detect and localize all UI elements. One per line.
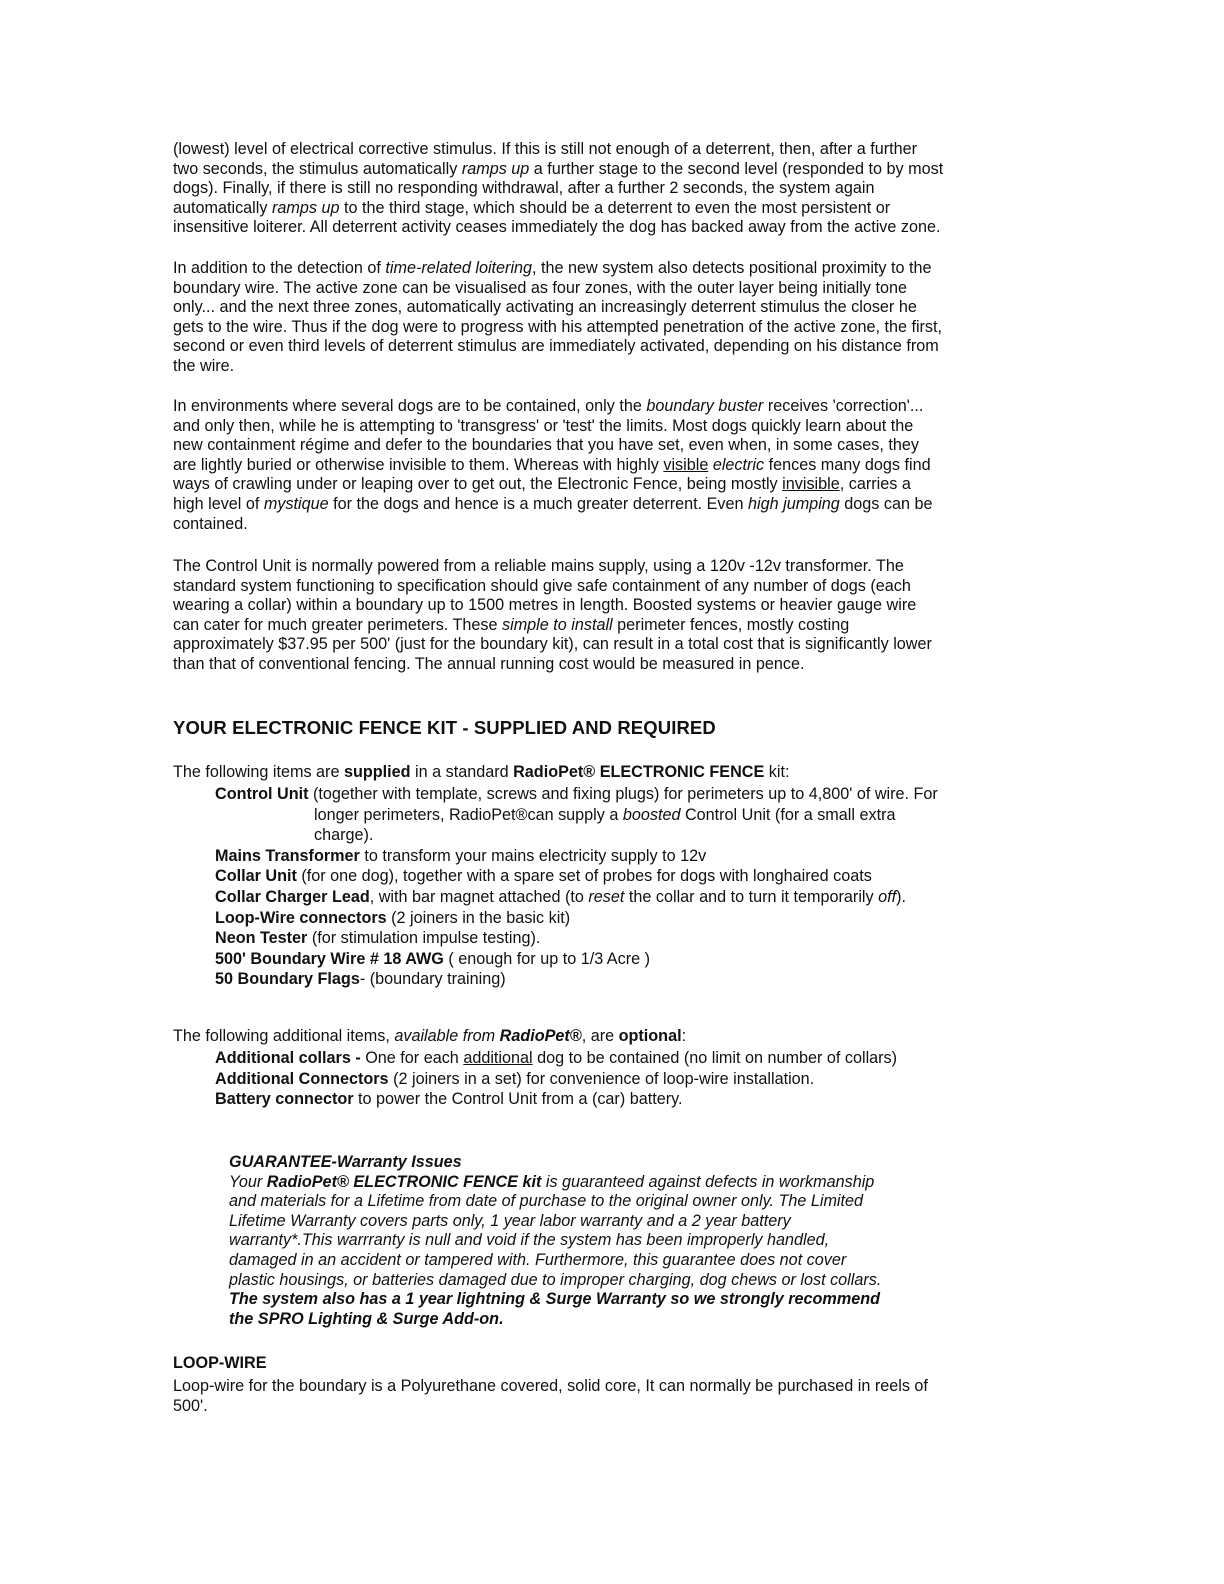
list-item	[215, 908, 938, 929]
list-item	[215, 866, 938, 887]
text-line: the wire.	[173, 356, 235, 375]
guarantee-block	[229, 1153, 989, 1329]
loop-wire-text	[173, 1377, 928, 1416]
text-line: automatically ramps up to the third stage, which should be a deterrent to even the most persistent or	[173, 198, 891, 217]
list-item-line: Collar Unit (for one dog), together with a spare set of probes for dogs with longhaired coats	[215, 867, 872, 886]
text-line: new containment régime and defer to the boundaries that you have set, even when, in some cases, they	[173, 436, 919, 455]
list-item	[215, 969, 938, 990]
list-item-line: Loop-Wire connectors (2 joiners in the basic kit)	[215, 908, 571, 927]
text-line: wearing a collar) within a boundary up to 1500 metres in length. Boosted systems or heavier gauge wire	[173, 596, 917, 615]
optional-items-intro: The following additional items, available from RadioPet®, are optional:	[173, 1027, 687, 1045]
text-line: warranty*.This warrranty is null and void if the system has been improperly handled,	[229, 1231, 830, 1250]
supplied-items-list	[215, 784, 938, 990]
list-item-line: Battery connector to power the Control Unit from a (car) battery.	[215, 1090, 683, 1109]
list-item	[215, 1069, 897, 1090]
text-line: In environments where several dogs are to be contained, only the boundary buster receives 'correction'...	[173, 397, 924, 415]
list-item-line: Additional Connectors (2 joiners in a set) for convenience of loop-wire installation.	[215, 1069, 815, 1088]
text-line: standard system functioning to specification should give safe containment of any number of dogs (each	[173, 576, 911, 595]
guarantee-text	[229, 1173, 989, 1330]
list-item-line: Control Unit (together with template, screws and fixing plugs) for perimeters up to 4,800' of wire. For	[215, 785, 938, 803]
optional-items-list	[215, 1048, 897, 1110]
paragraph-proximity-detection	[173, 259, 1053, 377]
paragraph-control-unit-power	[173, 557, 1053, 675]
list-item-line: longer perimeters, RadioPet®can supply a boosted Control Unit (for a small extra	[314, 805, 896, 824]
paragraph-multiple-dogs	[173, 397, 1053, 534]
text-line: Your RadioPet® ELECTRONIC FENCE kit is guaranteed against defects in workmanship	[229, 1172, 875, 1191]
text-line: The system also has a 1 year lightning & Surge Warranty so we strongly recommend	[229, 1290, 880, 1309]
text-line: 500'.	[173, 1396, 208, 1415]
text-line: approximately $37.95 per 500' (just for the boundary kit), can result in a total cost that is significantly lower	[173, 635, 932, 654]
list-item-line: 50 Boundary Flags- (boundary training)	[215, 970, 506, 989]
text-line: are lightly buried or otherwise invisible to them. Whereas with highly visible electric fences many dogs find	[173, 455, 931, 474]
list-item	[215, 1048, 897, 1069]
list-item-line: Additional collars - One for each additional dog to be contained (no limit on number of collars)	[215, 1049, 898, 1067]
text-line: (lowest) level of electrical corrective stimulus. If this is still not enough of a deterrent, then, after a further	[173, 140, 918, 158]
guarantee-title: GUARANTEE-Warranty Issues	[229, 1153, 462, 1171]
text-line: and materials for a Lifetime from date of purchase to the original owner only. The Limited	[229, 1192, 864, 1211]
list-item	[215, 846, 938, 867]
text-line: The Control Unit is normally powered from a reliable mains supply, using a 120v -12v transformer. The	[173, 557, 904, 575]
list-item-line: charge).	[314, 826, 374, 845]
list-item	[215, 1089, 897, 1110]
text-line: can cater for much greater perimeters. These simple to install perimeter fences, mostly costing	[173, 615, 850, 634]
text-line: two seconds, the stimulus automatically ramps up a further stage to the second level (responded to by most	[173, 159, 944, 178]
section-heading-kit: YOUR ELECTRONIC FENCE KIT - SUPPLIED AND REQUIRED	[173, 717, 716, 738]
text-line: contained.	[173, 514, 248, 533]
text-line: second or even third levels of deterrent stimulus are immediately activated, depending on his distance from	[173, 337, 939, 356]
text-line: plastic housings, or batteries damaged due to improper charging, dog chews or lost collars.	[229, 1270, 882, 1289]
text-line: damaged in an accident or tampered with. Furthermore, this guarantee does not cover	[229, 1250, 847, 1269]
text-line: ways of crawling under or leaping over to get out, the Electronic Fence, being mostly invisible, carries a	[173, 475, 911, 494]
list-item	[215, 928, 938, 949]
loop-wire-heading: LOOP-WIRE	[173, 1354, 267, 1372]
list-item-line: Collar Charger Lead, with bar magnet attached (to reset the collar and to turn it temporarily off).	[215, 887, 907, 906]
text-line: Lifetime Warranty covers parts only, 1 year labor warranty and a 2 year battery	[229, 1211, 791, 1230]
text-line: dogs). Finally, if there is still no responding withdrawal, after a further 2 seconds, the system again	[173, 179, 875, 198]
list-item	[215, 784, 938, 846]
supplied-items-intro: The following items are supplied in a standard RadioPet® ELECTRONIC FENCE kit:	[173, 763, 790, 781]
text-line: boundary wire. The active zone can be visualised as four zones, with the outer layer being initially tone	[173, 278, 907, 297]
list-item	[215, 949, 938, 970]
text-line: Loop-wire for the boundary is a Polyurethane covered, solid core, It can normally be purchased in reels of	[173, 1377, 928, 1395]
list-item-line: 500' Boundary Wire # 18 AWG ( enough for up to 1/3 Acre )	[215, 949, 650, 968]
list-item	[215, 887, 938, 908]
list-item-line: Neon Tester (for stimulation impulse testing).	[215, 929, 541, 948]
text-line: In addition to the detection of time-related loitering, the new system also detects positional proximity to the	[173, 259, 932, 277]
text-line: the SPRO Lighting & Surge Add-on.	[229, 1309, 504, 1328]
paragraph-stimulus-ramp	[173, 140, 1053, 238]
text-line: insensitive loiterer. All deterrent activity ceases immediately the dog has backed away from the active zone.	[173, 218, 941, 237]
text-line: and only then, while he is attempting to 'transgress' or 'test' the limits. Most dogs quickly learn about the	[173, 416, 914, 435]
text-line: than that of conventional fencing. The annual running cost would be measured in pence.	[173, 654, 805, 673]
text-line: only... and the next three zones, automatically activating an increasingly deterrent stimulus the closer he	[173, 298, 917, 317]
text-line: high level of mystique for the dogs and hence is a much greater deterrent. Even high jumping dogs can be	[173, 494, 933, 513]
text-line: gets to the wire. Thus if the dog were to progress with his attempted penetration of the active zone, the first,	[173, 317, 943, 336]
list-item-line: Mains Transformer to transform your mains electricity supply to 12v	[215, 846, 707, 865]
